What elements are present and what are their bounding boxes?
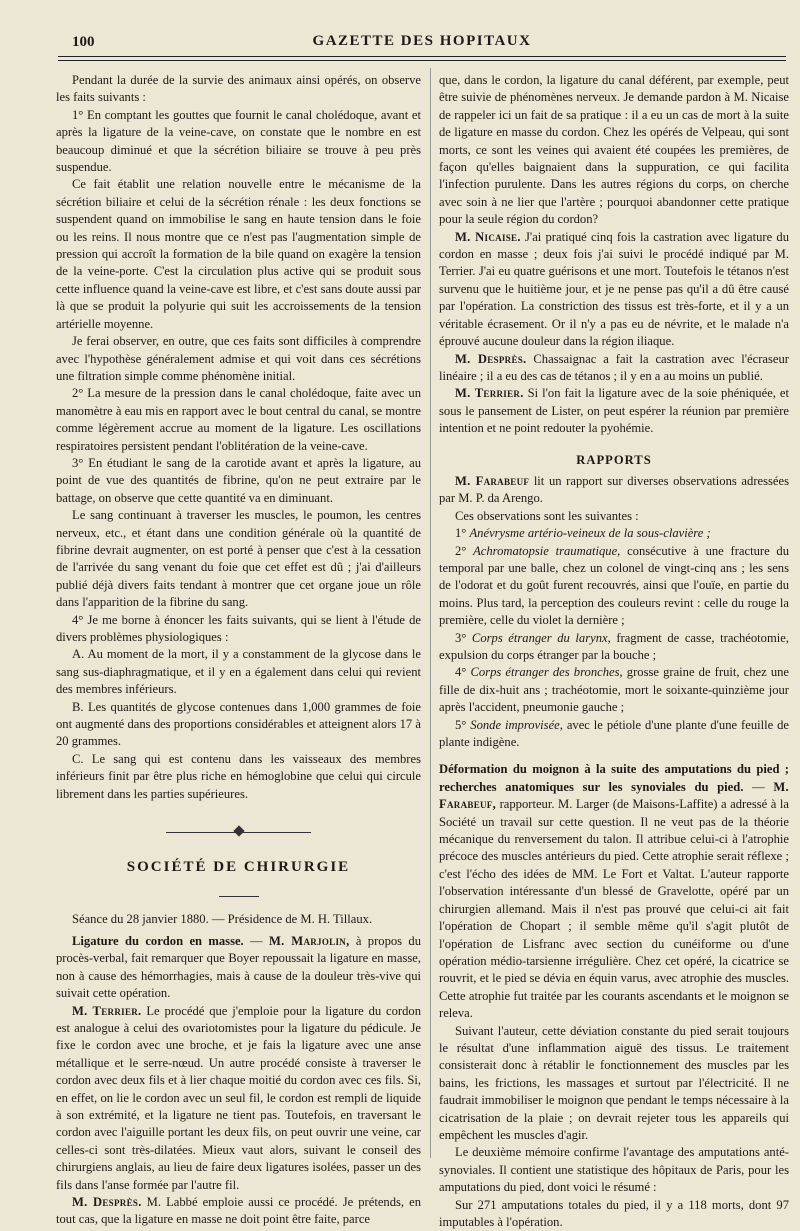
paragraph-text: M. Labbé emploie aussi ce procédé. Je prétends, en tout cas, que la ligature en masse ne doit point être faite, parce bbox=[56, 1194, 421, 1227]
article-heading: Déformation du moignon à la suite des amputations du pied ; recherches anatomiques sur les synoviales du pied. bbox=[439, 762, 789, 794]
paragraph-terrier bbox=[439, 385, 789, 437]
column-divider bbox=[430, 68, 431, 1158]
paragraph-despres bbox=[56, 1194, 421, 1229]
paragraph-text: à propos du procès-verbal, fait remarquer que Boyer repoussait la ligature en masse, non à cause des hémorrhagies, mais à cause de la douleur très-vive qui suivait cette opération. bbox=[56, 933, 421, 1001]
short-rule bbox=[219, 896, 259, 897]
paragraph-text: Chassaignac a fait la castration avec l'écraseur linéaire ; il a eu des cas de tétanos ; il y en a au moins un publié. bbox=[439, 351, 789, 383]
paragraph: C. Le sang qui est contenu dans les vaisseaux des membres inférieurs finit par être plus riche en hémoglobine que celui qui circule librement dans les parties supérieures. bbox=[56, 751, 421, 801]
header-rule bbox=[58, 56, 786, 57]
paragraph: 1° En comptant les gouttes que fournit le canal cholédoque, avant et après la ligature de la veine-cave, on constate que le nombre en est beaucoup diminué et que la sécrétion biliaire se trouve à peu près suspendue. bbox=[56, 107, 421, 175]
paragraph: A. Au moment de la mort, il y a constamment de la glycose dans le sang sus-diaphragmatique, et il y en a également dans celui qui revient des membres inférieurs. bbox=[56, 647, 421, 697]
journal-title: GAZETTE DES HOPITAUX bbox=[312, 33, 532, 49]
paragraph: B. Les quantités de glycose contenues dans 1,000 grammes de foie ont augmenté dans des proportions considérables et atteignent alors 17 à 20 grammes. bbox=[56, 699, 421, 749]
rapports-title: RAPPORTS bbox=[576, 452, 652, 467]
observation-title: Corps étranger du larynx, bbox=[471, 630, 611, 645]
paragraph: 3° En étudiant le sang de la carotide avant et après la ligature, au point de vue des quantités de fibrine, qu'on ne peut extraire par le battage, on observe que cette quantité va en diminuant. bbox=[56, 455, 421, 505]
observation-item: 1° Anévrysme artério-veineux de la sous-clavière ; bbox=[455, 526, 711, 541]
paragraph: Pendant la durée de la survie des animaux ainsi opérés, on observe les faits suivants : bbox=[56, 73, 421, 105]
speaker-name: M. Farabeuf bbox=[455, 473, 530, 488]
observation-item: 4° Corps étranger des bronches, grosse graine de fruit, chez une fille de dix-huit ans ; trachéotomie, mort le soixante-quinzième jour après l'accident, pneumonie gauche ; bbox=[439, 665, 790, 715]
observation-title: Corps étranger des bronches, bbox=[470, 665, 623, 680]
observation-title: Sonde improvisée, bbox=[470, 717, 563, 732]
speaker-name: M. Desprès. bbox=[72, 1194, 142, 1209]
paragraph-deformation: Déformation du moignon à la suite des amputations du pied ; recherches anatomiques sur les synoviales du pied. — M. Farabeuf, rapporteur. M. Larger (de Maisons-Laffite) a adressé à la Société un travail sur cette question. Il ne veut pas de la théorie mécanique du renversement du talon. Il attribue celui-ci à l'atrophie précoce des muscles antérieurs du pied. Cette atrophie serait réflexe ; c'est l'écho des idées de MM. Le Fort et Valtat. L'auteur rapporte l'observation intéressante d'un blessé de Gravelotte, opéré par un chirurgien allemand. Mais il n'est pas prouvé que celui-ci ait fait l'opération de Chopart ; il semble même qu'il s'agit plutôt de l'opération de Lisfranc avec section du cunéiforme ou d'une opération médio-tarsienne irrégulière. Chez cet opéré, la cicatrice se rouvrit, et le pied se dévia en équin varus, avec atrophie des muscles. Cette atrophie fut traitée par les courants ascendants et le moignon se releva. bbox=[439, 762, 790, 1021]
observation-title: Achromatopsie traumatique, bbox=[473, 543, 621, 558]
paragraph: 2° La mesure de la pression dans le canal cholédoque, faite avec un manomètre à eau mis en rapport avec le bout central du canal, se montre comme légèrement accrue au moment de la ligature. Les oscillations respiratoires persistent pendant l'oblitération de la veine-cave. bbox=[56, 386, 421, 453]
speaker-name: M. Terrier. bbox=[455, 386, 524, 401]
paragraph: Ces observations sont les suivantes : bbox=[455, 508, 639, 523]
paragraph-text: lit un rapport sur diverses observations adressées par M. P. da Arengo. bbox=[439, 473, 789, 506]
observation-item: 3° Corps étranger du larynx, fragment de casse, trachéotomie, expulsion du corps étranger par la bouche ; bbox=[439, 630, 790, 662]
header-rule-thin bbox=[58, 60, 786, 61]
paragraph-text: rapporteur. M. Larger (de Maisons-Laffite) a adressé à la Société un travail sur cette question. Il ne veut pas de la théorie mécanique du renversement du talon. Il attribue celui-ci à l'atrophie précoce des muscles antérieurs du pied. Cette atrophie serait réflexe ; c'est l'écho des idées de MM. Le Fort et Valtat. L'auteur rapporte l'observation intéressante d'un blessé de Gravelotte, opéré par un chirurgien allemand. Mais il n'est pas prouvé que celui-ci ait fait l'opération de Chopart ; il semble même qu'il s'agit plutôt de l'opération de Lisfranc avec section du cunéiforme ou d'une opération médio-tarsienne irrégulière. Chez cet opéré, la cicatrice se rouvrit, et le pied se dévia en équin varus, avec atrophie des muscles. Cette atrophie fut traitée par les courants ascendants et le moignon se releva. bbox=[439, 797, 789, 1021]
speaker-name: M. Farabeuf, bbox=[439, 779, 790, 812]
paragraph: Le deuxième mémoire confirme l'avantage des amputations anté-synoviales. Il contient une statistique des hôpitaux de Paris, pour les amputations du pied, dont voici le résumé : bbox=[439, 1145, 789, 1195]
paragraph: que, dans le cordon, la ligature du canal déférent, par exemple, peut être suivie de phénomènes nerveux. Je demande pardon à M. Nicaise de rappeler ici un fait de sa pratique : il a eu un cas de mort à la suite de ligature en masse du cordon. Chez les opérés de Velpeau, qui sont morts, ce sont les veines qui avaient été coupées les premières, de façon qu'elles baignaient dans la suppuration, ce qui facilita l'infection purulente. Dans les autres régions du corps, on cherche avec soin à ne lier que l'artère ; pourquoi abandonner cette pratique pour la seule région du cordon? bbox=[439, 73, 789, 227]
page-header bbox=[58, 30, 786, 58]
paragraph: Le sang continuant à traverser les muscles, le poumon, les centres nerveux, etc., et étant dans une condition générale où la quantité de fibrine devrait augmenter, on est porté à penser que c'est à la cessation de l'arrivée du sang venant du foie que cet effet est dû ; j'ai d'ailleurs publié déjà divers faits tendant à montrer que cet organe joue un rôle dans l'apparition de la fibrine du sang. bbox=[56, 508, 421, 610]
speaker-name: M. Terrier. bbox=[72, 1003, 142, 1018]
right-column bbox=[439, 72, 789, 1231]
observation-item: 2° Achromatopsie traumatique, consécutive à une fracture du temporal par une balle, chez un colonel de vingt-cinq ans ; les sens de l'odorat et du goût furent recouvrés, ainsi que l'ouïe, en partie du moins. Plus tard, la perception des couleurs revint : celle du rouge la première, celle du violet la dernière ; bbox=[439, 543, 789, 628]
paragraph-text: Si l'on fait la ligature avec de la soie phéniquée, et sous le pansement de Lister, on peut espérer la réunion par première intention et ne point redouter la pyohémie. bbox=[439, 386, 790, 436]
paragraph: Je ferai observer, en outre, que ces faits sont difficiles à comprendre avec l'hypothèse généralement admise et qui voit dans ces sécrétions une filtration simple comme phénomène initial. bbox=[56, 334, 421, 383]
observation-title: Anévrysme artério-veineux de la sous-clavière ; bbox=[469, 526, 711, 541]
paragraph: Suivant l'auteur, cette déviation constante du pied serait toujours le résultat d'une inflammation aiguë des tissus. Le traitement consisterait donc à rétablir le fonctionnement des muscles par les bains, les frictions, les massages et surtout par l'électricité. Il ne faudrait immobiliser le moignon que pendant le temps nécessaire à la cicatrisation de la plaie ; on devrait rejeter tous les appareils qui empêchent les muscles d'agir. bbox=[439, 1023, 789, 1142]
paragraph-ligature: Ligature du cordon en masse. — M. Marjolin, à propos du procès-verbal, fait remarquer que Boyer repoussait la ligature en masse, non à cause des hémorrhagies, mais à cause de la douleur très-vive qui suivait cette opération. bbox=[56, 933, 421, 1001]
paragraph-farabeuf bbox=[439, 473, 789, 508]
speaker-name: M. Nicaise. bbox=[455, 229, 521, 244]
page-number: 100 bbox=[72, 34, 95, 50]
speaker-name: M. Marjolin, bbox=[269, 933, 350, 948]
section-title: SOCIÉTÉ DE CHIRURGIE bbox=[126, 859, 351, 876]
paragraph-text: J'ai pratiqué cinq fois la castration avec ligature du cordon en masse ; deux fois j'ai suivi le procédé indiqué par M. Terrier. J'ai eu quatre guérisons et une mort. Toutefois le tétanos n'est survenu que le huitième jour, et je ne pense pas qu'il a dû être causé par l'opération. La constriction des tissus est très-forte, et il y a un véritable écrasement. Or il n'y a pas eu de névrite, et le malade n'a éprouvé aucune douleur dans la région iliaque. bbox=[439, 229, 789, 349]
paragraph: 4° Je me borne à énoncer les faits suivants, qui se lient à l'étude de divers problèmes physiologiques : bbox=[56, 612, 421, 644]
left-column bbox=[56, 72, 421, 1229]
paragraph-text: Le procédé que j'emploie pour la ligature du cordon est analogue à celui des ovariotomistes pour la ligature du pédicule. Je fixe le cordon avec une broche, et je fais la ligature avec une anse métallique et le serre-nœud. Un autre procédé consiste à traverser le cordon avec deux fils et à lier chaque moitié du cordon avec ces fils. Si, en effet, on lie le cordon avec un seul fil, le cordon est rempli de liquide à son extrémité, et la ligature ne tient pas. Toutefois, en traversant le cordon avec l'aiguille portant les deux fils, on peut ouvrir une veine, car celles-ci sont très-dilatées. Mieux vaut alors, suivant le conseil des chirurgiens anglais, au lieu de faire deux ligatures isolées, passer un des fils dans l'anse formée par l'autre fil. bbox=[56, 1003, 421, 1192]
paragraph: Sur 271 amputations totales du pied, il y a 118 morts, dont 97 imputables à l'opération. bbox=[439, 1197, 789, 1229]
ornament-divider bbox=[56, 827, 421, 837]
paragraph-terrier bbox=[56, 1003, 421, 1194]
ornament-diamond bbox=[233, 825, 244, 836]
paragraph-nicaise bbox=[439, 229, 789, 351]
speaker-name: M. Desprès. bbox=[455, 351, 527, 366]
observation-item: 5° Sonde improvisée, avec le pétiole d'une plante d'une feuille de plante indigène. bbox=[439, 717, 790, 750]
paragraph: Ce fait établit une relation nouvelle entre le mécanisme de la sécrétion biliaire et celui de la sécrétion rénale : les deux fonctions se suspendent quand on immobilise le sang en haute tension dans le foie ou les reins. Il nous montre que ce n'est pas l'augmentation simple de pression qui accroît la formation de la bile quand on exagère la tension de la veine-porte. C'est la circulation plus active qui se produit sous cette influence quand la veine-cave est libre, et c'est sans doute aussi par là que se produit la polyurie qui suit les accroissements de la tension artérielle moyenne. bbox=[56, 177, 421, 331]
paragraph-despres bbox=[439, 351, 789, 386]
session-line: Séance du 28 janvier 1880. — Présidence de M. H. Tillaux. bbox=[72, 912, 373, 927]
article-heading: Ligature du cordon en masse. bbox=[72, 933, 244, 948]
